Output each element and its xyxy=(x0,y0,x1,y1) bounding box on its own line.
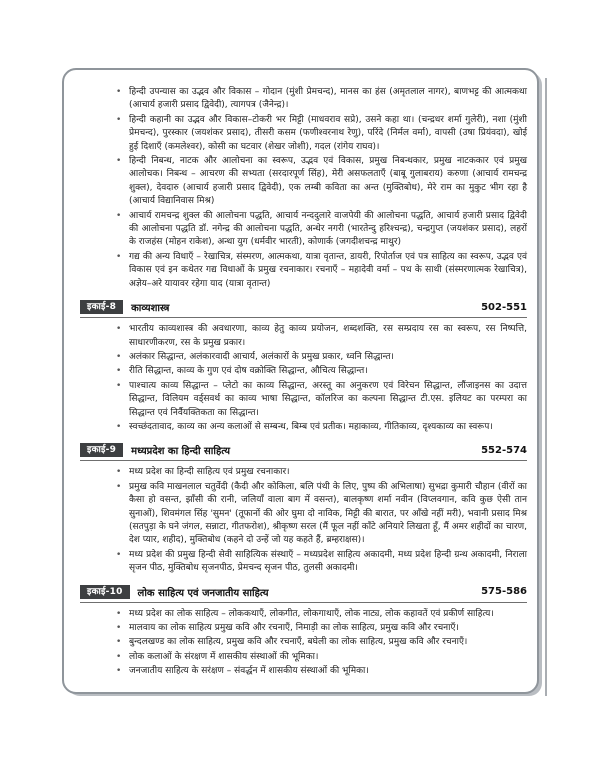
unit7-continued-bullet-list xyxy=(116,86,527,291)
unit10-bullet-list xyxy=(116,608,527,679)
bullet-item: • मध्य प्रदेश की प्रमुख हिन्दी सेवी साहित्यिक संस्थाएँ – मध्यप्रदेश साहित्य अकादमी, मध्य प्रदेश हिन्दी ग्रन्थ अकादमी, निराला सृजन पीठ, मुक्तिबोध सृजनपीठ, प्रेमचन्द सृजन पीठ, तुलसी अकादमी। xyxy=(116,549,527,576)
bullet-item: • पाश्चात्य काव्य सिद्धान्त – प्लेटो का काव्य सिद्धान्त, अरस्तू का अनुकरण एवं विरेचन सिद्धान्त, लौंजाइनस का उदात्त सिद्धान्त, विलियम वर्ड्सवर्थ का काव्य भाषा सिद्धान्त, कॉलरिज का कल्पना सिद्धान्त टी.एस. इलियट का परम्परा का सिद्धान्त एवं निर्वैयक्तिकता का सिद्धान्त। xyxy=(116,380,527,420)
bullet-item: • मध्य प्रदेश का लोक साहित्य – लोककथाएँ, लोकगीत, लोकगाथाएँ, लोक नाट्य, लोक कहावतें एवं प्रकीर्ण साहित्य। xyxy=(116,608,527,621)
bullet-item: • जनजातीय साहित्य के सरंक्षण – संवर्द्धन में शासकीय संस्थाओं की भूमिका। xyxy=(116,665,527,678)
syllabus-page-card xyxy=(62,68,539,694)
unit8-page-range: 502-551 xyxy=(481,301,527,313)
bullet-item: • लोक कलाओं के संरक्षण में शासकीय संस्थाओं की भूमिका। xyxy=(116,651,527,664)
unit9-page-range: 552-574 xyxy=(481,444,527,456)
bullet-item: • आचार्य रामचन्द्र शुक्ल की आलोचना पद्धति, आचार्य नन्ददुलारे वाजपेयी की आलोचना पद्धति, आचार्य हजारी प्रसाद द्विवेदी की आलोचना पद्धति डॉ. नगेन्द्र की आलोचना पद्धति, अन्धेर नगरी (भारतेन्दु हरिश्चन्द्र), चन्द्रगुप्त (जयशंकर प्रसाद), लहरों के राजहंस (मोहन राकेश), अन्धा युग (धर्मवीर भारती), कोणार्क (जगदीशचन्द्र माथुर) xyxy=(116,210,527,250)
unit8-bullet-list xyxy=(116,323,527,434)
bullet-item: • बुन्दलखण्ड का लोक साहित्य, प्रमुख कवि और रचनाएँ, बघेली का लोक साहित्य, प्रमुख कवि और रचनाएँ। xyxy=(116,636,527,649)
unit8-title: काव्यशास्त्र xyxy=(131,303,170,315)
unit9-bullet-list xyxy=(116,466,527,575)
bullet-item: • हिन्दी निबन्ध, नाटक और आलोचना का स्वरूप, उद्भव एवं विकास, प्रमुख निबन्धकार, प्रमुख नाटककार एवं प्रमुख आलोचक। निबन्ध – आचरण की सभ्यता (सरदारपूर्ण सिंह), मेरी असफलताएँ (बाबू गुलाबराय) करुणा (आचार्य रामचन्द्र शुक्ल), देवदारु (आचार्य हजारी प्रसाद द्विवेदी), एक लम्बी कविता का अन्त (मुक्तिबोध), मेरे राम का मुकुट भीग रहा है (आचार्य विद्यानिवास मिश्र) xyxy=(116,155,527,209)
bullet-item: • मालवाय का लोक साहित्य प्रमुख कवि और रचनाएँ, निमाड़ी का लोक साहित्य, प्रमुख कवि और रचनाएँ। xyxy=(116,622,527,635)
scan-page-edge-line xyxy=(545,78,547,696)
unit8-header xyxy=(80,300,527,318)
bullet-item: • प्रमुख कवि माखनलाल चतुर्वेदी (कैदी और कोकिला, बलि पंथी के लिए, पुष्प की अभिलाषा) सुभद्रा कुमारी चौहान (वीरों का कैसा हो वसन्त, झाँसी की रानी, जलियाँ वाला बाग में वसन्त), बालकृष्ण शर्मा नवीन (विप्लवगान, कवि कुछ ऐसी तान सुनाओं), शिवमंगल सिंह 'सुमन' (तूफानों की ओर घुमा दो नाविक, मिट्टी की बारात, पर आँखे नहीं मरी), भवानी प्रसाद मिश्र (सतपुड़ा के घने जंगल, सन्नाटा, गीतफरोश), श्रीकृष्ण सरल (मैं फूल नहीं काँटे अनियारे लिखता हूँ, मैं अमर शहीदों का चारण, देश प्यार, शहीद), मुक्तिबोध (कहने दो उन्हें जो यह कहते हैं, ब्रम्हराक्षस)। xyxy=(116,481,527,548)
unit10-badge: इकाई-10 xyxy=(80,585,130,599)
bullet-item: • मध्य प्रदेश का हिन्दी साहित्य एवं प्रमुख रचनाकार। xyxy=(116,466,527,479)
unit10-header xyxy=(80,585,527,603)
bullet-item: • हिन्दी उपन्यास का उद्भव और विकास – गोदान (मुंशी प्रेमचन्द), मानस का हंस (अमृतलाल नागर), बाणभट्ट की आत्मकथा (आचार्य हजारी प्रसाद द्विवेदी), त्यागपत्र (जैनेन्द्र)। xyxy=(116,86,527,113)
bullet-item: • हिन्दी कहानी का उद्भव और विकास–टोकरी भर मिट्टी (माधवराव सप्रे), उसने कहा था। (चन्द्रधर शर्मा गुलेरी), नशा (मुंशी प्रेमचन्द), पुरस्कार (जयशंकर प्रसाद), तीसरी कसम (फणीश्वरनाथ रेणु), परिंदे (निर्मल वर्मा), वापसी (उषा प्रियंवदा), खोई हुई दिशाएँ (कमलेश्वर), कोसी का घटवार (शेखर जोशी), गदल (रांगेय राघव)। xyxy=(116,114,527,154)
bullet-item: • स्वच्छंदतावाद, काव्य का अन्य कलाओं से सम्बन्ध, बिम्ब एवं प्रतीक। महाकाव्य, गीतिकाव्य, दृश्यकाव्य का स्वरूप। xyxy=(116,421,527,434)
bullet-item: • गद्य की अन्य विधाएँ – रेखाचित्र, संस्मरण, आत्मकथा, यात्रा वृतान्त, डायरी, रिपोर्ताज एवं पत्र साहित्य का स्वरूप, उद्भव एवं विकास एवं इन कथेतर गद्य विधाओं के प्रमुख रचनाकार। रचनाएँ – महादेवी वर्मा – पथ के साथी (संस्मरणात्मक रेखाचित्र), अज्ञेय–अरे यायावर रहेगा याद (यात्रा वृतान्त) xyxy=(116,251,527,291)
unit9-title: मध्यप्रदेश का हिन्दी साहित्य xyxy=(131,446,230,458)
bullet-item: • रीति सिद्धान्त, काव्य के गुण एवं दोष वक्रोक्ति सिद्धान्त, औचित्य सिद्धान्त। xyxy=(116,365,527,378)
unit10-page-range: 575-586 xyxy=(481,586,527,598)
bullet-item: • भारतीय काव्यशास्त्र की अवधारणा, काव्य हेतु काव्य प्रयोजन, शब्दशक्ति, रस सम्प्रदाय रस का स्वरूप, रस निष्पत्ति, साधारणीकरण, रस के प्रमुख प्रकार। xyxy=(116,323,527,350)
bullet-item: • अलंकार सिद्धान्त, अलंकारवादी आचार्य, अलंकारों के प्रमुख प्रकार, ध्वनि सिद्धान्त। xyxy=(116,351,527,364)
unit9-badge: इकाई-9 xyxy=(80,443,123,457)
unit10-title: लोक साहित्य एवं जनजातीय साहित्य xyxy=(137,587,269,599)
unit9-header xyxy=(80,443,527,461)
unit8-badge: इकाई-8 xyxy=(80,300,123,314)
